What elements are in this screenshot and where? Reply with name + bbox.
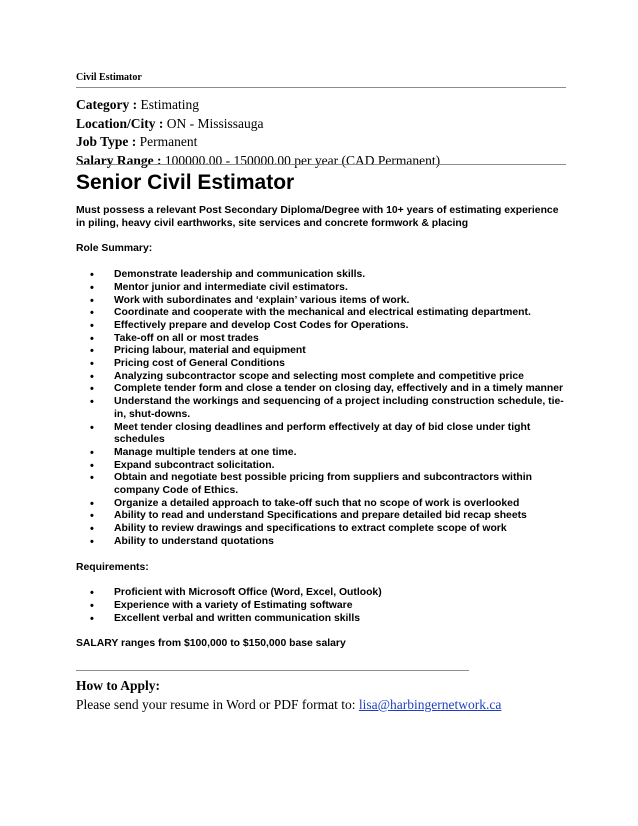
document-label: Civil Estimator	[76, 72, 142, 83]
list-item: • Expand subcontract solicitation.	[76, 460, 566, 473]
salary-note: SALARY ranges from $100,000 to $150,000 base salary	[76, 638, 346, 650]
meta-location	[76, 115, 440, 134]
apply-text	[76, 695, 501, 714]
list-item: • Excellent verbal and written communication skills	[76, 613, 566, 626]
meta-label: Salary Range :	[76, 152, 162, 168]
meta-label: Job Type :	[76, 134, 137, 149]
list-item: • Pricing cost of General Conditions	[76, 358, 566, 371]
meta-value: 100000.00 - 150000.00 per year (CAD Permanent)	[164, 152, 441, 168]
apply-heading: How to Apply:	[76, 678, 161, 693]
list-item: • Take-off on all or most trades	[76, 333, 566, 346]
list-item: • Meet tender closing deadlines and perform effectively at day of bid close under tight schedules	[76, 422, 566, 447]
list-item: • Obtain and negotiate best possible pricing from suppliers and subcontractors within company Code of Ethics.	[76, 472, 566, 497]
meta-value: ON - Mississauga	[166, 115, 264, 131]
requirements-heading: Requirements:	[76, 561, 149, 573]
divider	[76, 670, 469, 671]
how-to-apply	[76, 676, 501, 714]
list-item: • Analyzing subcontractor scope and selecting most complete and competitive price	[76, 371, 566, 384]
list-item: • Ability to understand quotations	[76, 536, 566, 549]
apply-instructions: Please send your resume in Word or PDF format to:	[76, 697, 359, 712]
meta-label: Location/City :	[76, 115, 164, 131]
intro-text: Must possess a relevant Post Secondary Diploma/Degree with 10+ years of estimating experience in piling, heavy civil earthworks, site services and concrete formwork & placing	[76, 205, 559, 229]
list-item: • Pricing labour, material and equipment	[76, 345, 566, 358]
meta-salary	[76, 152, 440, 171]
list-item: • Proficient with Microsoft Office (Word, Excel, Outlook)	[76, 587, 566, 600]
list-item: • Organize a detailed approach to take-off such that no scope of work is overlooked	[76, 498, 566, 511]
list-item: • Effectively prepare and develop Cost Codes for Operations.	[76, 320, 566, 333]
meta-job-type	[76, 133, 440, 152]
job-title: Senior Civil Estimator	[76, 171, 295, 194]
meta-value: Permanent	[139, 134, 198, 149]
list-item: • Ability to read and understand Specifications and prepare detailed bid recap sheets	[76, 510, 566, 523]
divider	[76, 87, 566, 88]
list-item: • Complete tender form and close a tender on closing day, effectively and in a timely manner	[76, 383, 566, 396]
job-description	[76, 205, 566, 651]
requirements-list	[76, 587, 566, 625]
meta-value: Estimating	[140, 97, 199, 112]
list-item: • Mentor junior and intermediate civil estimators.	[76, 282, 566, 295]
meta-label: Category :	[76, 97, 138, 112]
role-summary-heading: Role Summary:	[76, 243, 153, 255]
job-meta	[76, 96, 440, 170]
list-item: • Demonstrate leadership and communication skills.	[76, 269, 566, 282]
list-item: • Work with subordinates and ‘explain’ various items of work.	[76, 295, 566, 308]
divider	[76, 164, 566, 165]
list-item: • Ability to review drawings and specifications to extract complete scope of work	[76, 523, 566, 536]
list-item: • Understand the workings and sequencing of a project including construction schedule, tie-in, shut-downs.	[76, 396, 566, 421]
role-summary-list	[76, 269, 566, 548]
list-item: • Experience with a variety of Estimating software	[76, 600, 566, 613]
meta-category	[76, 96, 440, 115]
email-link[interactable]: lisa@harbingernetwork.ca	[358, 697, 502, 712]
list-item: • Manage multiple tenders at one time.	[76, 447, 566, 460]
list-item: • Coordinate and cooperate with the mechanical and electrical estimating department.	[76, 307, 566, 320]
